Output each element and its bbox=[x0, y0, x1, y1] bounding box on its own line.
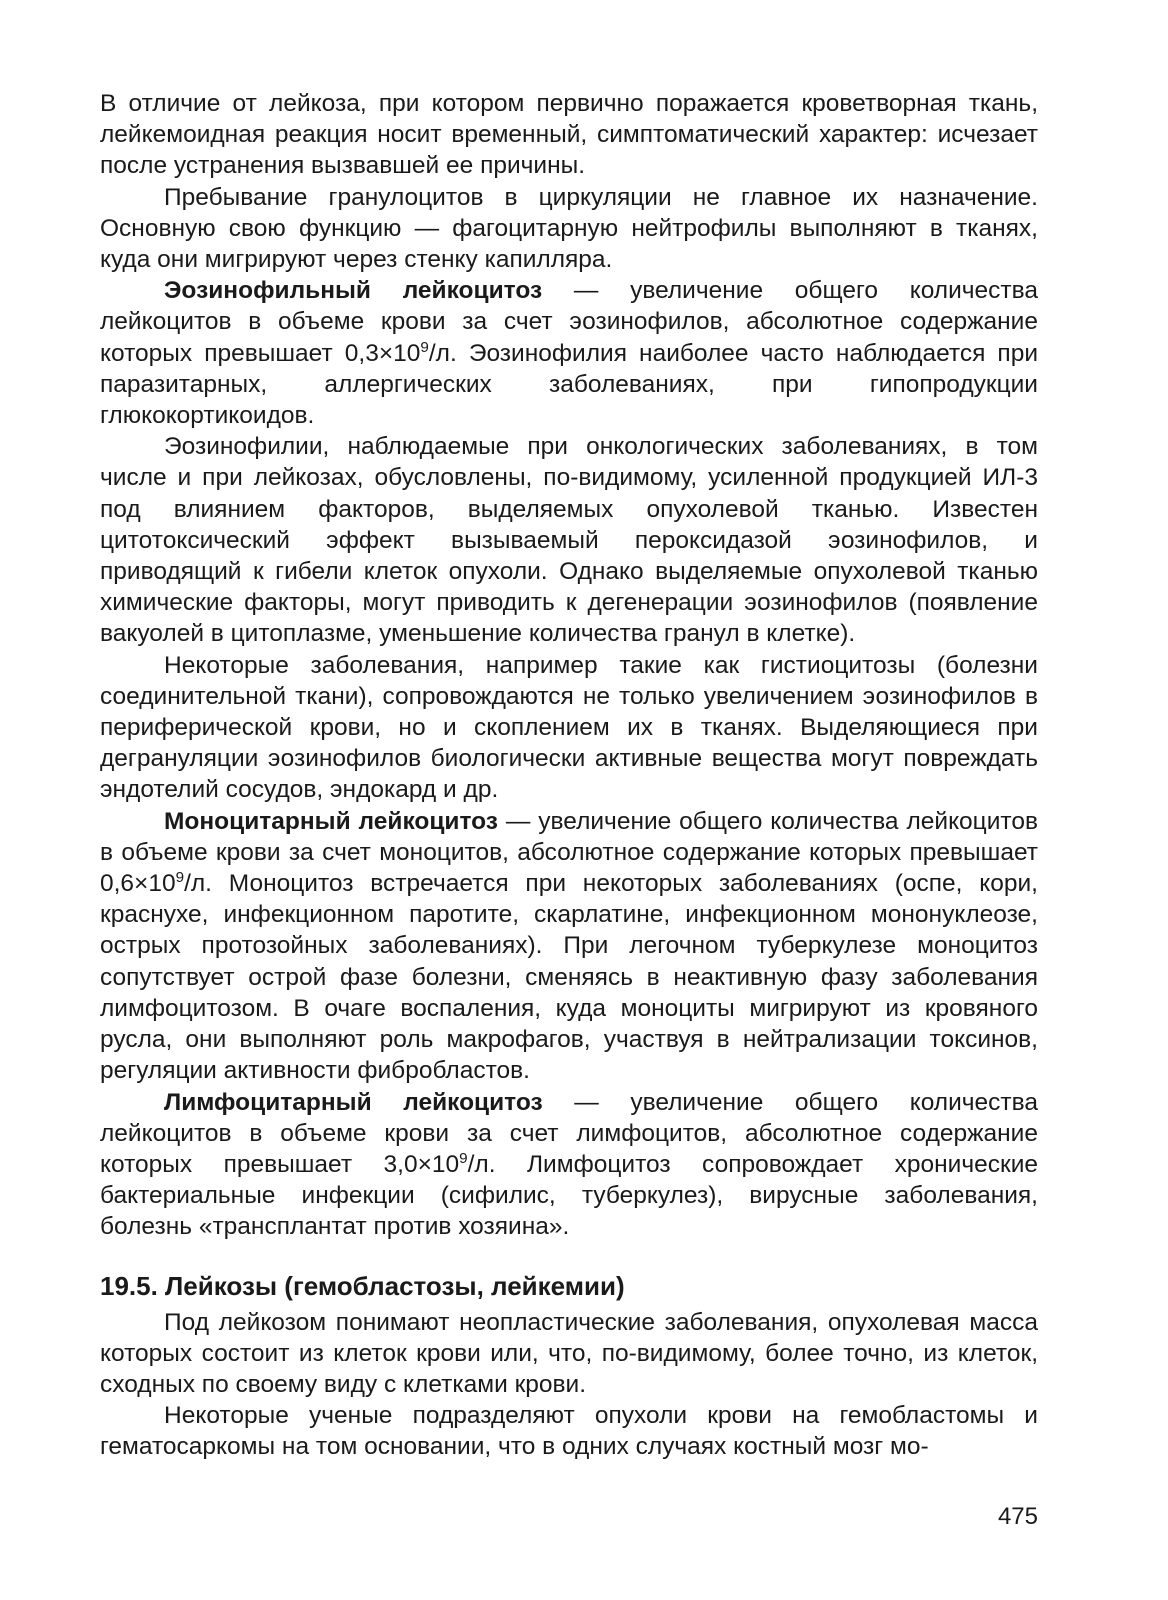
definition-text: — увеличение общего количества лейкоцитов в объеме крови за счет моноцитов, абсолютное содержание которых превышает 0,6×10 bbox=[100, 807, 1038, 898]
paragraph-hemoblastoma-classification: Некоторые ученые подразделяют опухоли крови на гемобластомы и гематосаркомы на том основании, что в одних случаях костный мозг мо- bbox=[100, 1402, 1038, 1461]
page-body bbox=[100, 88, 1038, 1463]
paragraph-eosinophilic-leukocytosis bbox=[100, 275, 1038, 431]
exponent: 9 bbox=[459, 1149, 468, 1167]
term-monocytic-leukocytosis: Моноцитарный лейкоцитоз bbox=[164, 807, 498, 835]
section-heading: 19.5. Лейкозы (гемобластозы, лейкемии) bbox=[100, 1270, 625, 1301]
paragraph-lymphocytic-leukocytosis bbox=[100, 1087, 1038, 1243]
paragraph-granulocyte-function: Пребывание гранулоцитов в циркуляции не главное их назначение. Основную свою функцию — фагоцитарную нейтрофилы выполняют в тканях, куда они мигрируют через стенку капилляра. bbox=[100, 183, 1038, 274]
paragraph-histiocytosis: Некоторые заболевания, например такие как гистиоцитозы (болезни соединительной ткани), сопровождаются не только увеличением эозинофилов в периферической крови, но и скоплением их в тканях. Выделяющиеся при дегрануляции эозинофилов биологически активные вещества могут повреждать эндотелий сосудов, эндокард и др. bbox=[100, 651, 1038, 804]
definition-continuation: /л. Эозинофилия наиболее часто наблюдается при паразитарных, аллергических заболеваниях, при гипопродукции глюкокортикоидов. bbox=[100, 339, 1039, 430]
exponent: 9 bbox=[175, 868, 185, 886]
exponent: 9 bbox=[420, 338, 429, 356]
definition-continuation: /л. Лимфоцитоз сопровождает хронические бактериальные инфекции (сифилис, туберкулез), вирусные заболевания, болезнь «трансплантат против хозяина». bbox=[100, 1150, 1039, 1241]
paragraph-leukemoid-reaction: В отличие от лейкоза, при котором первично поражается кроветворная ткань, лейкемоидная реакция носит временный, симптоматический характер: исчезает после устранения вызвавшей ее причины. bbox=[100, 90, 1038, 180]
term-eosinophilic-leukocytosis: Эозинофильный лейкоцитоз bbox=[164, 277, 543, 305]
paragraph-eosinophilia-oncology: Эозинофилии, наблюдаемые при онкологических заболеваниях, в том числе и при лейкозах, обусловлены, по-видимому, усиленной продукцией ИЛ-3 под влиянием факторов, выделяемых опухолевой тканью. Известен цитотоксический эффект вызываемый пероксидазой эозинофилов, и приводящий к гибели клеток опухоли. Однако выделяемые опухолевой тканью химические факторы, могут приводить к дегенерации эозинофилов (появление вакуолей в цитоплазме, уменьшение количества гранул в клетке). bbox=[100, 433, 1038, 648]
definition-text: — увеличение общего количества лейкоцитов в объеме крови за счет лимфоцитов, абсолютное содержание которых превышает 3,0×10 bbox=[100, 1088, 1038, 1178]
definition-continuation: /л. Моноцитоз встречается при некоторых заболеваниях (оспе, кори, краснухе, инфекционном паротите, скарлатине, инфекционном мононуклеозе, острых протозойных заболеваниях). При легочном туберкулезе моноцитоз сопутствует острой фазе болезни, сменяясь в неактивную фазу заболевания лимфоцитозом. В очаге воспаления, куда моноциты мигрируют из кровяного русла, они выполняют роль макрофагов, участвуя в нейтрализации токсинов, регуляции активности фибробластов. bbox=[100, 870, 1038, 1085]
term-lymphocytic-leukocytosis: Лимфоцитарный лейкоцитоз bbox=[164, 1088, 543, 1116]
page-number: 475 bbox=[997, 1503, 1038, 1530]
definition-text: — увеличение общего количества лейкоцитов в объеме крови за счет эозинофилов, абсолютное содержание которых превышает 0,3×10 bbox=[100, 277, 1038, 367]
paragraph-leukemia-definition: Под лейкозом понимают неопластические заболевания, опухолевая масса которых состоит из клеток крови или, что, по-видимому, более точно, из клеток, сходных по своему виду с клетками крови. bbox=[100, 1308, 1038, 1398]
paragraph-monocytic-leukocytosis bbox=[100, 806, 1038, 1087]
